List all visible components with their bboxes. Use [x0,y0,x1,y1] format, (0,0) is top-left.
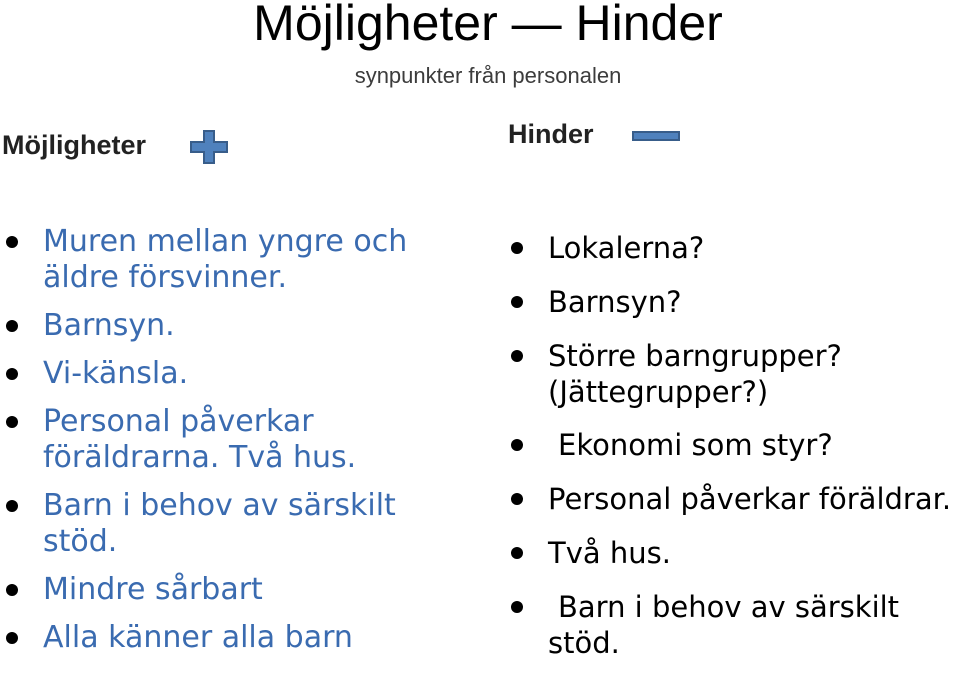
list-item-text: Personal påverkar föräldrar. [548,482,952,516]
list-item [43,356,407,392]
list-item-text: Ekonomi som styr? [558,428,833,462]
list-item-text: Muren mellan yngre och [43,224,408,259]
list-item-text: (Jättegrupper?) [548,375,769,409]
page-title: Möjligheter — Hinder [253,0,723,51]
list-item-text: Barn i behov av särskilt [43,488,396,523]
list-item [548,589,951,661]
list-item-text: stöd. [548,626,620,660]
list-item-text: Barnsyn? [548,285,682,319]
list-item [43,572,407,608]
list-item [548,338,951,410]
list-item-text: äldre försvinner. [43,260,287,295]
list-item-text: Personal påverkar [43,404,314,439]
list-item [548,230,951,266]
list-item [43,620,407,656]
list-item-text: Barnsyn. [43,308,175,343]
list-item-text: Mindre sårbart [43,572,263,607]
obstacles-header: Hinder [508,119,594,149]
list-item-text: stöd. [43,524,118,559]
list-item [43,224,407,296]
opportunities-list [43,224,407,656]
list-item-text: Vi-känsla. [43,356,189,391]
list-item-text: Två hus. [548,536,671,570]
list-item [548,535,951,571]
list-item-text: Alla känner alla barn [43,620,353,655]
list-item-text: Större barngrupper? [548,339,842,373]
obstacles-list [548,230,951,679]
page-subtitle: synpunkter från personalen [354,63,622,88]
list-item [43,404,407,476]
list-item [43,308,407,344]
list-item [548,427,951,463]
list-item [548,481,951,517]
list-item-text: föräldrarna. Två hus. [43,440,357,475]
plus-icon [190,130,228,164]
list-item [43,488,407,560]
list-item-text: Lokalerna? [548,231,705,265]
list-item-text: Barn i behov av särskilt [558,590,900,624]
minus-icon [632,131,680,141]
list-item [548,284,951,320]
opportunities-header: Möjligheter [2,130,147,160]
